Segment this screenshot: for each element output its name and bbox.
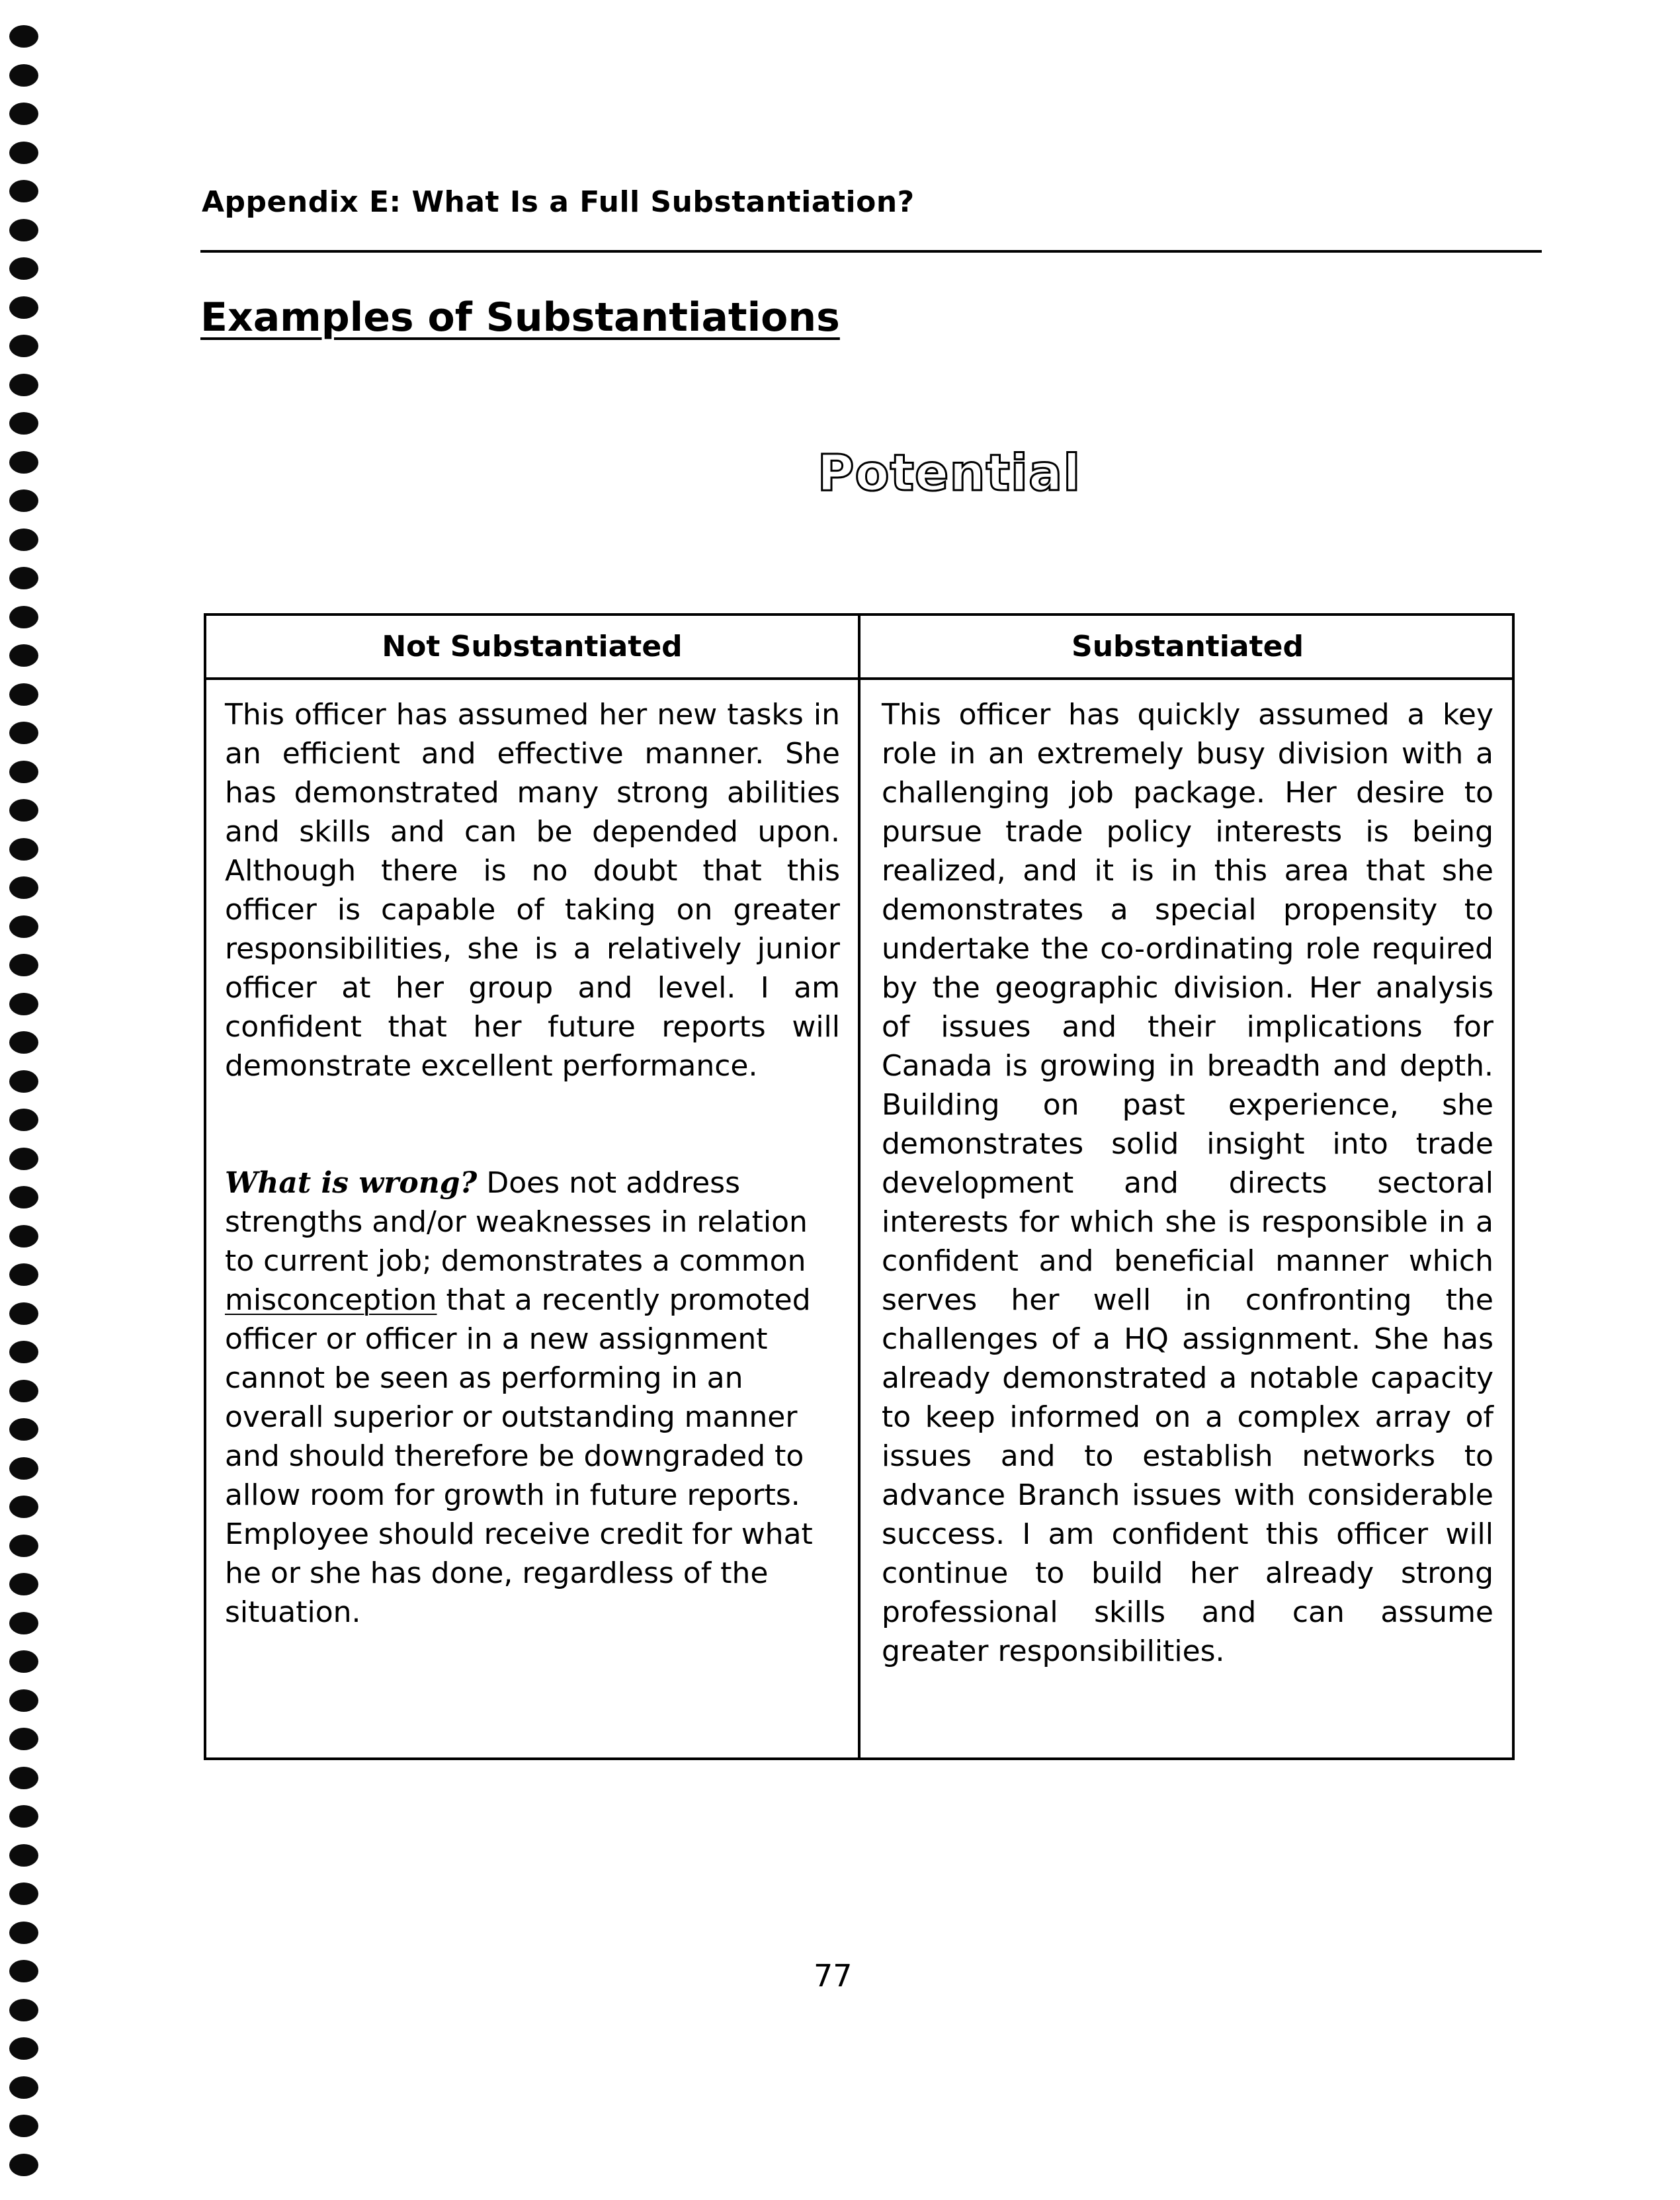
column-divider <box>858 616 861 1757</box>
punch-hole <box>9 1960 38 1982</box>
punch-hole <box>9 799 38 822</box>
critique-text-before: Does not address strengths and/or weaknesses in relation to current job; demonstrates a common <box>225 1166 808 1278</box>
punch-hole <box>9 412 38 435</box>
punch-hole <box>9 1805 38 1828</box>
header-rule <box>200 250 1542 253</box>
punch-hole <box>9 142 38 164</box>
punch-hole <box>9 1418 38 1441</box>
punch-hole <box>9 335 38 357</box>
punch-hole <box>9 2154 38 2176</box>
punch-hole <box>9 257 38 280</box>
punch-hole <box>9 606 38 628</box>
punch-hole <box>9 64 38 87</box>
page-subtitle: Potential <box>817 443 1081 502</box>
substantiated-cell <box>882 695 1493 1671</box>
punch-hole <box>9 1883 38 1905</box>
punch-hole <box>9 838 38 861</box>
column-header-not-substantiated: Not Substantiated <box>382 630 683 663</box>
punch-hole <box>9 219 38 241</box>
punch-hole <box>9 25 38 48</box>
punch-hole <box>9 103 38 125</box>
punch-hole <box>9 2076 38 2099</box>
comparison-table <box>204 613 1515 1760</box>
punch-hole <box>9 1070 38 1093</box>
punch-hole <box>9 1109 38 1131</box>
column-header-substantiated: Substantiated <box>1071 630 1304 663</box>
punch-hole <box>9 683 38 706</box>
punch-hole <box>9 1612 38 1634</box>
not-substantiated-example: This officer has assumed her new tasks in an efficient and effective manner. She has demonstrated many strong abilities and skills and can be depended upon. Although there is no doubt that this officer is capable of taking on greater responsibilities, she is a relatively junior officer at her group and level. I am confident that her future reports will demonstrate excellent performance. <box>225 698 840 1083</box>
punch-hole <box>9 567 38 589</box>
punch-hole <box>9 1496 38 1518</box>
critique-label: What is wrong? <box>225 1166 478 1200</box>
punch-hole <box>9 296 38 319</box>
punch-hole <box>9 1302 38 1325</box>
punch-hole <box>9 2037 38 2060</box>
punch-hole <box>9 1148 38 1170</box>
punch-hole <box>9 1689 38 1712</box>
punch-hole <box>9 954 38 976</box>
punch-hole <box>9 761 38 783</box>
punch-hole <box>9 1728 38 1750</box>
substantiated-example: This officer has quickly assumed a key role in an extremely busy division with a challenging job package. Her desire to pursue trade policy interests is being realized, and it is in this area that she demonstrates a special propensity to undertake the co-ordinating role required by the geographic division. Her analysis of issues and their implications for Canada is growing in breadth and depth. Building on past experience, she demonstrates solid insight into trade development and directs sectoral interests for which she is responsible in a confident and beneficial manner which serves her well in confronting the challenges of a HQ assignment. She has already demonstrated a notable capacity to keep informed on a complex array of issues and to establish networks to advance Branch issues with considerable success. I am confident this officer will continue to build her already strong professional skills and can assume greater responsibilities. <box>882 698 1493 1668</box>
punch-hole <box>9 722 38 744</box>
punch-hole <box>9 915 38 938</box>
punch-hole <box>9 1380 38 1402</box>
punch-hole <box>9 644 38 667</box>
section-heading: Examples of Substantiations <box>200 294 840 341</box>
punch-hole <box>9 1186 38 1208</box>
punch-hole <box>9 1573 38 1595</box>
punch-hole <box>9 1031 38 1054</box>
punch-hole <box>9 1650 38 1673</box>
page-number: 77 <box>814 1958 853 1994</box>
header-title: Appendix E: What Is a Full Substantiation? <box>202 185 915 219</box>
punch-hole <box>9 1341 38 1363</box>
punch-hole <box>9 2115 38 2137</box>
punch-hole <box>9 374 38 396</box>
critique-underlined-word: misconception <box>225 1283 437 1317</box>
critique-text-after: that a recently promoted officer or officer in a new assignment cannot be seen as performing in an overall superior or outstanding manner and should therefore be downgraded to allow room for growth in future reports. Employee should receive credit for what he or she has done, regardless of the situation. <box>225 1283 813 1629</box>
punch-hole <box>9 180 38 202</box>
punch-hole <box>9 1844 38 1867</box>
critique-block <box>225 1163 840 1632</box>
punch-hole <box>9 1535 38 1557</box>
punch-hole <box>9 1922 38 1944</box>
not-substantiated-cell <box>225 695 840 1632</box>
punch-hole <box>9 1457 38 1480</box>
punch-hole <box>9 1225 38 1248</box>
binding-punch-holes <box>9 0 42 2200</box>
header-row-rule <box>206 677 1512 680</box>
punch-hole <box>9 1999 38 2021</box>
punch-hole <box>9 993 38 1015</box>
punch-hole <box>9 1263 38 1286</box>
punch-hole <box>9 876 38 899</box>
punch-hole <box>9 1767 38 1789</box>
punch-hole <box>9 529 38 551</box>
